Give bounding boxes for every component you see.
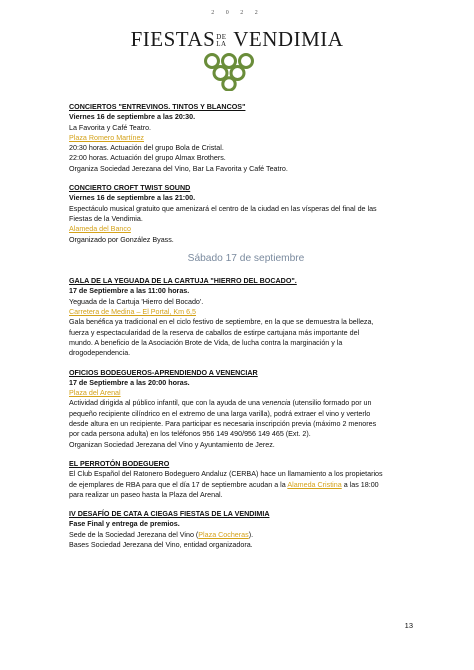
- location-link[interactable]: Alameda del Banco: [69, 225, 131, 234]
- section-title: OFICIOS BODEGUEROS-APRENDIENDO A VENENCIAR: [69, 368, 258, 377]
- text-line: para realizar un paseo hasta la Plaza del Arenal.: [69, 490, 223, 499]
- text-line: [69, 480, 423, 490]
- logo-year: 2 0 2 2: [211, 10, 263, 16]
- text-fragment: de ejemplares de RBA para que el día 17 de septiembre acudan a la: [69, 480, 288, 489]
- text-line: drogodependencia.: [69, 349, 131, 358]
- text-line: pequeño recipiente cilíndrico en el extremo de una larga varilla), podrá extraer el vino y verterlo: [69, 409, 371, 418]
- text-line: 20:30 horas. Actuación del grupo Bola de Cristal.: [69, 144, 224, 153]
- section-gala-yeguada: [69, 276, 423, 358]
- logo-small-top: DE: [216, 33, 227, 42]
- logo-title-left: FIESTAS: [130, 27, 216, 51]
- text-fragment: (utensilio formado por un: [290, 399, 372, 408]
- section-croft-twist: [69, 183, 423, 245]
- text-line: [69, 530, 423, 540]
- logo-title: [0, 27, 474, 52]
- text-fragment: a las 18:00: [341, 480, 379, 489]
- location-link[interactable]: Plaza Romero Martínez: [69, 133, 145, 142]
- text-line: Espectáculo musical gratuito que amenizará el centro de la ciudad en las vísperas del final de las: [69, 204, 377, 213]
- text-line: Fiestas de la Vendimia.: [69, 214, 143, 223]
- text-line: [69, 398, 423, 408]
- text-line: por cada persona adulta) en los teléfonos 956 149 490/956 149 465 (Ext. 2).: [69, 430, 311, 439]
- document-body: [69, 102, 423, 559]
- section-entrevinos: [69, 102, 423, 174]
- location-link[interactable]: Carretera de Medina – El Portal, Km 6,5: [69, 308, 197, 317]
- section-oficios-bodegueros: [69, 368, 423, 450]
- text-line: Organizado por González Byass.: [69, 235, 174, 244]
- section-title: EL PERROTÓN BODEGUERO: [69, 459, 170, 468]
- text-line: desde altura en un recipiente. Para participar es necesaria inscripción previa (máximo 2 menores: [69, 420, 377, 429]
- text-line: Bases Sociedad Jerezana del Vino, entidad organizadora.: [69, 540, 253, 549]
- text-line: Gala benéfica ya tradicional en el ciclo festivo de septiembre, en la que se demuestra la belleza,: [69, 318, 374, 327]
- text-fragment: Actividad dirigida al público infantil, que con la ayuda de una: [69, 399, 262, 408]
- text-line: Organizan Sociedad Jerezana del Vino y Ayuntamiento de Jerez.: [69, 440, 275, 449]
- logo-title-small: [216, 34, 232, 48]
- location-link[interactable]: Plaza Cocheras: [198, 530, 249, 539]
- text-fragment: Sede de la Sociedad Jerezana del Vino (: [69, 530, 199, 539]
- event-date: Viernes 16 de septiembre a las 21:00.: [69, 194, 196, 203]
- section-title: GALA DE LA YEGUADA DE LA CARTUJA "HIERRO DEL BOCADO".: [69, 277, 297, 286]
- page-number: 13: [404, 621, 413, 630]
- event-date: Fase Final y entrega de premios.: [69, 520, 180, 529]
- text-line: El Club Español del Ratonero Bodeguero Andaluz (CERBA) hace un llamamiento a los propietarios: [69, 470, 383, 479]
- event-date: 17 de Septiembre a las 20:00 horas.: [69, 378, 190, 387]
- event-date: 17 de Septiembre a las 11:00 horas.: [69, 287, 190, 296]
- logo-title-right: VENDIMIA: [233, 27, 344, 51]
- text-line: Yeguada de la Cartuja 'Hierro del Bocado'.: [69, 297, 204, 306]
- italic-term: venencia: [261, 399, 291, 408]
- text-line: mundo. A beneficio de la Asociación Brote de Vida, de lucha contra la marginación y la: [69, 338, 343, 347]
- grapes-icon: [201, 53, 257, 91]
- section-desafio-cata: [69, 509, 423, 550]
- section-title: CONCIERTOS "ENTREVINOS. TINTOS Y BLANCOS": [69, 103, 246, 111]
- text-fragment: ).: [248, 530, 254, 539]
- text-line: fuerza y espectacularidad de la reserva de caballos de estirpe cartujana más importante del: [69, 328, 360, 337]
- fiestas-vendimia-logo: [0, 0, 474, 92]
- section-title: CONCIERTO CROFT TWIST SOUND: [69, 184, 191, 193]
- section-title: IV DESAFÍO DE CATA A CIEGAS FIESTAS DE LA VENDIMIA: [69, 510, 270, 519]
- section-perroton: [69, 459, 423, 500]
- logo-small-bottom: LA: [216, 40, 227, 49]
- text-line: 22:00 horas. Actuación del grupo Almax Brothers.: [69, 154, 226, 163]
- text-line: La Favorita y Café Teatro.: [69, 123, 152, 132]
- day-heading: Sábado 17 de septiembre: [187, 252, 305, 264]
- text-line: Organiza Sociedad Jerezana del Vino, Bar La Favorita y Café Teatro.: [69, 164, 288, 173]
- location-link[interactable]: Plaza del Arenal: [69, 389, 121, 398]
- event-date: Viernes 16 de septiembre a las 20:30.: [69, 113, 196, 122]
- location-link[interactable]: Alameda Cristina: [287, 480, 342, 489]
